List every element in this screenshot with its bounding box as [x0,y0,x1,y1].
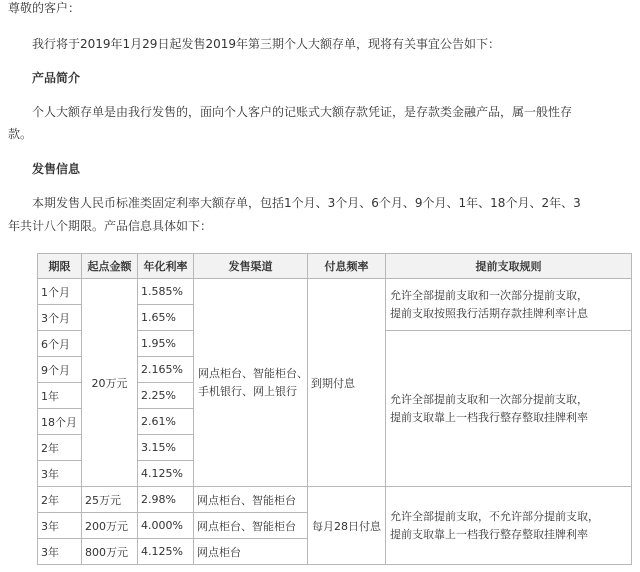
header-min-amount: 起点金额 [82,254,138,279]
rule-line: 允许全部提前支取，不允许部分提前支取， [390,509,599,523]
rate-cell: 1.95% [138,331,194,357]
term-cell: 3个月 [38,305,82,331]
rate-cell: 2.98% [138,487,194,513]
term-cell: 3年 [38,513,82,539]
table-row [38,487,632,513]
channel-line: 网点柜台、智能柜台、 [198,366,308,380]
min-amount-cell: 25万元 [82,487,138,513]
term-cell: 1个月 [38,279,82,305]
header-interest-frequency: 付息频率 [308,254,386,279]
rate-cell: 4.000% [138,513,194,539]
product-section-title: 产品简介 [32,71,81,85]
product-description-line2: 款。 [8,127,33,141]
header-annual-rate: 年化利率 [138,254,194,279]
table-row [38,279,632,305]
channel-cell: 网点柜台、智能柜台 [194,513,308,539]
term-cell: 2年 [38,435,82,461]
term-cell: 2年 [38,487,82,513]
channel-line: 手机银行、网上银行 [198,384,297,398]
rate-cell: 4.125% [138,539,194,565]
header-channel: 发售渠道 [194,254,308,279]
term-cell: 3年 [38,539,82,565]
rate-cell: 1.65% [138,305,194,331]
channel-cell: 网点柜台 [194,539,308,565]
interest-frequency-cell: 到期付息 [308,279,386,487]
rate-cell: 2.165% [138,357,194,383]
min-amount-cell: 200万元 [82,513,138,539]
header-early-withdrawal-rule: 提前支取规则 [386,254,632,279]
rule-line: 允许全部提前支取和一次部分提前支取， [390,392,588,406]
rate-cell: 4.125% [138,461,194,487]
channel-cell: 网点柜台、智能柜台 [194,487,308,513]
issue-description-line2: 年共计八个期限。产品信息具体如下： [8,219,213,233]
term-cell: 18个月 [38,409,82,435]
channel-cell [194,279,308,487]
rule-line: 提前支取靠上一档我行整存整取挂牌利率 [390,410,588,424]
rate-cell: 2.25% [138,383,194,409]
announcement-text: 我行将于2019年1月29日起发售2019年第三期个人大额存单，现将有关事宜公告如下： [32,37,500,51]
rate-cell: 3.15% [138,435,194,461]
term-cell: 3年 [38,461,82,487]
issue-section-title: 发售信息 [32,162,81,176]
rate-cell: 1.585% [138,279,194,305]
product-description-line1: 个人大额存单是由我行发售的，面向个人客户的记账式大额存款凭证，是存款类金融产品，属一般性存 [32,105,573,119]
greeting: 尊敬的客户： [8,1,81,15]
interest-frequency-cell: 每月28日付息 [308,487,386,565]
min-amount-cell: 20万元 [82,279,138,487]
table-header-row [38,254,632,279]
early-withdrawal-rule-cell [386,331,632,487]
issue-description-line1: 本期发售人民币标准类固定利率大额存单，包括1个月、3个月、6个月、9个月、1年、18个月、2年、3 [32,196,581,210]
min-amount-cell: 800万元 [82,539,138,565]
term-cell: 6个月 [38,331,82,357]
rule-line: 提前支取按照我行活期存款挂牌利率计息 [390,306,588,320]
early-withdrawal-rule-cell [386,279,632,331]
rate-cell: 2.61% [138,409,194,435]
product-info-table [37,253,632,565]
header-term: 期限 [38,254,82,279]
rule-line: 提前支取靠上一档我行整存整取挂牌利率 [390,527,588,541]
early-withdrawal-rule-cell [386,487,632,565]
rule-line: 允许全部提前支取和一次部分提前支取， [390,288,588,302]
term-cell: 9个月 [38,357,82,383]
term-cell: 1年 [38,383,82,409]
